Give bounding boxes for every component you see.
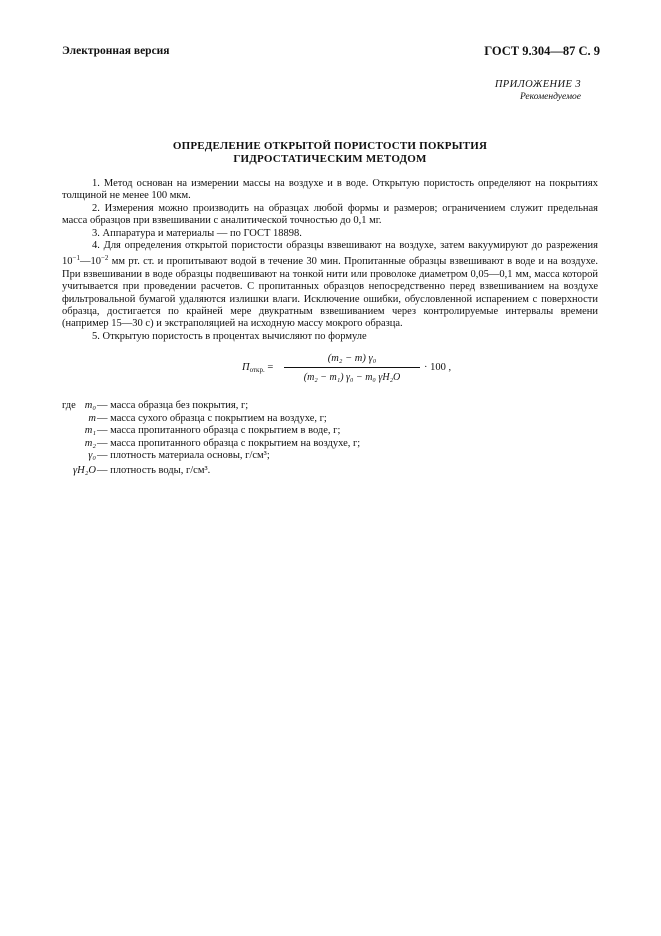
definitions-prefix: где	[62, 400, 76, 411]
definition-row	[62, 438, 462, 451]
definition-symbol: m₁	[84, 425, 96, 437]
definition-symbol: m₀	[84, 400, 96, 411]
formula-denominator: (m₂ − m₁) γ₀ − m₀ γH₂O	[303, 372, 401, 383]
definition-symbol: m₂	[84, 437, 96, 449]
formula-numerator: (m₂ − m) γ₀	[327, 353, 377, 364]
header-edition-label: Электронная версия	[62, 45, 170, 57]
paragraph-3: 3. Аппаратура и материалы — по ГОСТ 18898.	[92, 227, 302, 239]
definition-row	[62, 450, 462, 463]
fraction-bar	[284, 367, 420, 368]
paragraph-1: 1. Метод основан на измерении массы на воздухе и в воде. Открытую пористость определяют на покрытиях толщиной не менее 100 мкм.	[62, 178, 598, 202]
formula-lhs-symbol: П	[242, 362, 250, 373]
definition-text: — плотность материала основы, г/см³;	[97, 450, 270, 462]
pressure-exponent-2: −2	[100, 254, 109, 263]
formula-lhs-subscript: откр.	[249, 366, 265, 374]
paragraph-4-start: 4. Для определения открытой пористости образцы взвешивают на воздухе, затем вакуумируют до разрежения 10	[62, 240, 598, 268]
definition-text: — масса пропитанного образца с покрытием в воде, г;	[97, 425, 341, 437]
definition-symbol: γH₂O	[73, 464, 96, 476]
appendix-label	[495, 79, 581, 103]
definition-row	[62, 465, 462, 478]
appendix-title: ПРИЛОЖЕНИЕ 3	[494, 79, 581, 90]
definition-row	[62, 400, 462, 413]
pressure-range-dash: —10	[79, 256, 101, 268]
definition-row	[62, 425, 462, 438]
formula-equals: =	[264, 362, 274, 373]
paragraph-5: 5. Открытую пористость в процентах вычисляют по формуле	[92, 330, 367, 342]
definition-row	[62, 413, 462, 426]
formula-multiplier: · 100 ,	[424, 362, 452, 373]
definition-text: — масса сухого образца с покрытием на воздухе, г;	[97, 412, 327, 424]
definition-text: — плотность воды, г/см³.	[97, 464, 211, 476]
definition-symbol: m	[88, 412, 96, 424]
section-title-line-1: ОПРЕДЕЛЕНИЕ ОТКРЫТОЙ ПОРИСТОСТИ ПОКРЫТИЯ	[172, 140, 488, 152]
formula-fraction	[284, 352, 420, 384]
definition-symbol: γ₀	[88, 450, 96, 462]
paragraph-2: 2. Измерения можно производить на образцах любой формы и размеров; ограничением служит предельная масса образцов при взвешивании с аналитической точностью до 0,1 мг.	[62, 202, 598, 227]
definition-text: — масса образца без покрытия, г;	[97, 400, 249, 411]
porosity-formula	[242, 352, 542, 392]
header-standard-page: ГОСТ 9.304—87 С. 9	[484, 44, 600, 58]
section-title	[60, 140, 600, 165]
paragraph-4-rest: мм рт. ст. и пропитывают водой в течение 30 мин. Пропитанные образцы взвешивают в воде и на воздухе. При взвешивании в воде образцы подвешивают на тонкой нити или проволоке диаметром 0,05—0,1 мм, масса которой учитывается при проведении расчетов. С пропитанных образцов непосредственно перед взвешиванием на воздухе фильтровальной бумагой удаляются излишки влаги. Исключение ошибки, обусловленной испарением с поверхности образца, достигается по крайней мере двукратным взвешиванием через контролируемые интервалы времени (например 15—30 с) и экстраполяцией на исходную массу мокрого образца.	[62, 256, 598, 330]
paragraph-4	[62, 240, 598, 331]
appendix-status: Рекомендуемое	[519, 92, 581, 102]
body-text	[62, 178, 598, 343]
definition-text: — масса пропитанного образца с покрытием на воздухе, г;	[97, 437, 361, 449]
formula-lhs	[242, 362, 273, 374]
pressure-exponent-1: −1	[72, 254, 80, 263]
section-title-line-2: ГИДРОСТАТИЧЕСКИМ МЕТОДОМ	[233, 152, 427, 165]
symbol-definitions	[62, 400, 462, 478]
